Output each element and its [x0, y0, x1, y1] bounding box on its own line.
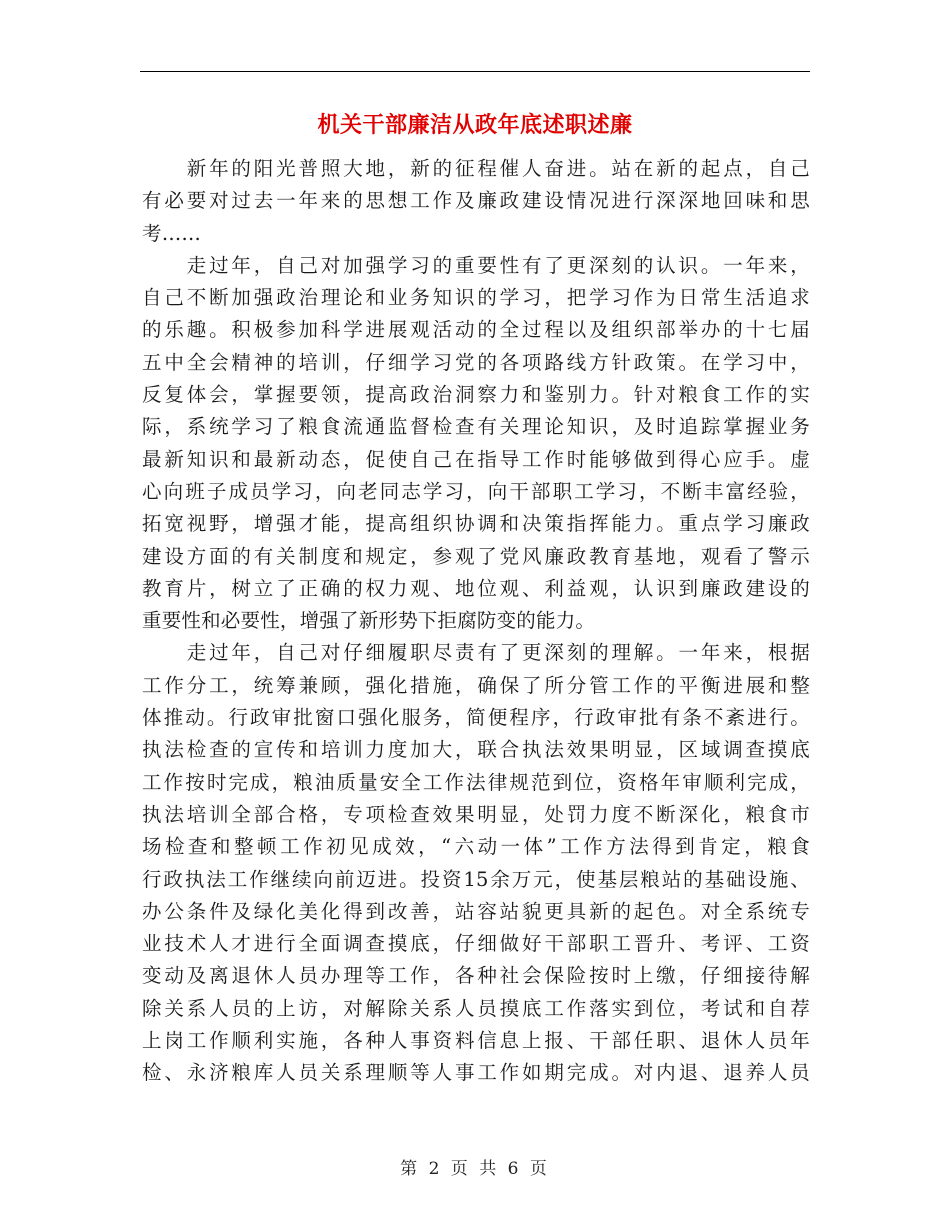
- body-line: 自己不断加强政治理论和业务知识的学习，把学习作为日常生活追求: [142, 286, 810, 310]
- body-line: 走过年，自己对加强学习的重要性有了更深刻的认识。一年来，: [142, 253, 810, 277]
- document-title: 机关干部廉洁从政年底述职述廉: [317, 113, 633, 138]
- body-line: 办公条件及绿化美化得到改善，站容站貌更具新的起色。对全系统专: [142, 899, 810, 923]
- body-line: 际，系统学习了粮食流通监督检查有关理论知识，及时追踪掌握业务: [142, 415, 810, 439]
- body-line: 除关系人员的上访，对解除关系人员摸底工作落实到位，考试和自荐: [142, 996, 810, 1020]
- body-line: 有必要对过去一年来的思想工作及廉政建设情况进行深深地回味和思: [142, 189, 810, 213]
- body-line: 变动及离退休人员办理等工作，各种社会保险按时上缴，仔细接待解: [142, 964, 810, 988]
- page-footer: 第 2 页 共 6 页: [400, 1159, 550, 1179]
- body-line: 工作分工，统筹兼顾，强化措施，确保了所分管工作的平衡进展和整: [142, 673, 810, 697]
- body-line: 执法检查的宣传和培训力度加大，联合执法效果明显，区域调查摸底: [142, 738, 810, 762]
- header-rule: [140, 71, 810, 72]
- body-line: 建设方面的有关制度和规定，参观了党风廉政教育基地，观看了警示: [142, 544, 810, 568]
- body-line: 工作按时完成，粮油质量安全工作法律规范到位，资格年审顺利完成，: [142, 770, 810, 794]
- body-line: 上岗工作顺利实施，各种人事资料信息上报、干部任职、退休人员年: [142, 1029, 810, 1053]
- body-line: 业技术人才进行全面调查摸底，仔细做好干部职工晋升、考评、工资: [142, 932, 810, 956]
- body-line: 行政执法工作继续向前迈进。投资15余万元，使基层粮站的基础设施、: [142, 867, 810, 891]
- body-line: 重要性和必要性，增强了新形势下拒腐防变的能力。: [142, 609, 596, 633]
- body-line: 教育片，树立了正确的权力观、地位观、利益观，认识到廉政建设的: [142, 576, 810, 600]
- body-line: 考……: [142, 221, 202, 245]
- body-line: 执法培训全部合格，专项检查效果明显，处罚力度不断深化，粮食市: [142, 802, 810, 826]
- body-line: 新年的阳光普照大地，新的征程催人奋进。站在新的起点，自己: [142, 157, 810, 180]
- body-line: 检、永济粮库人员关系理顺等人事工作如期完成。对内退、退养人员: [142, 1061, 810, 1085]
- document-body: [142, 153, 810, 1090]
- body-line: 反复体会，掌握要领，提高政治洞察力和鉴别力。针对粮食工作的实: [142, 383, 810, 407]
- body-line: 最新知识和最新动态，促使自己在指导工作时能够做到得心应手。虚: [142, 447, 810, 471]
- body-line: 心向班子成员学习，向老同志学习，向干部职工学习，不断丰富经验，: [142, 479, 810, 503]
- body-line: 走过年，自己对仔细履职尽责有了更深刻的理解。一年来，根据: [142, 641, 810, 665]
- body-line: 五中全会精神的培训，仔细学习党的各项路线方针政策。在学习中，: [142, 350, 810, 374]
- body-line: 的乐趣。积极参加科学进展观活动的全过程以及组织部举办的十七届: [142, 318, 810, 342]
- body-line: 场检查和整顿工作初见成效，“六动一体”工作方法得到肯定，粮食: [142, 835, 810, 859]
- body-line: 体推动。行政审批窗口强化服务，简便程序，行政审批有条不紊进行。: [142, 706, 810, 730]
- body-line: 拓宽视野，增强才能，提高组织协调和决策指挥能力。重点学习廉政: [142, 512, 810, 536]
